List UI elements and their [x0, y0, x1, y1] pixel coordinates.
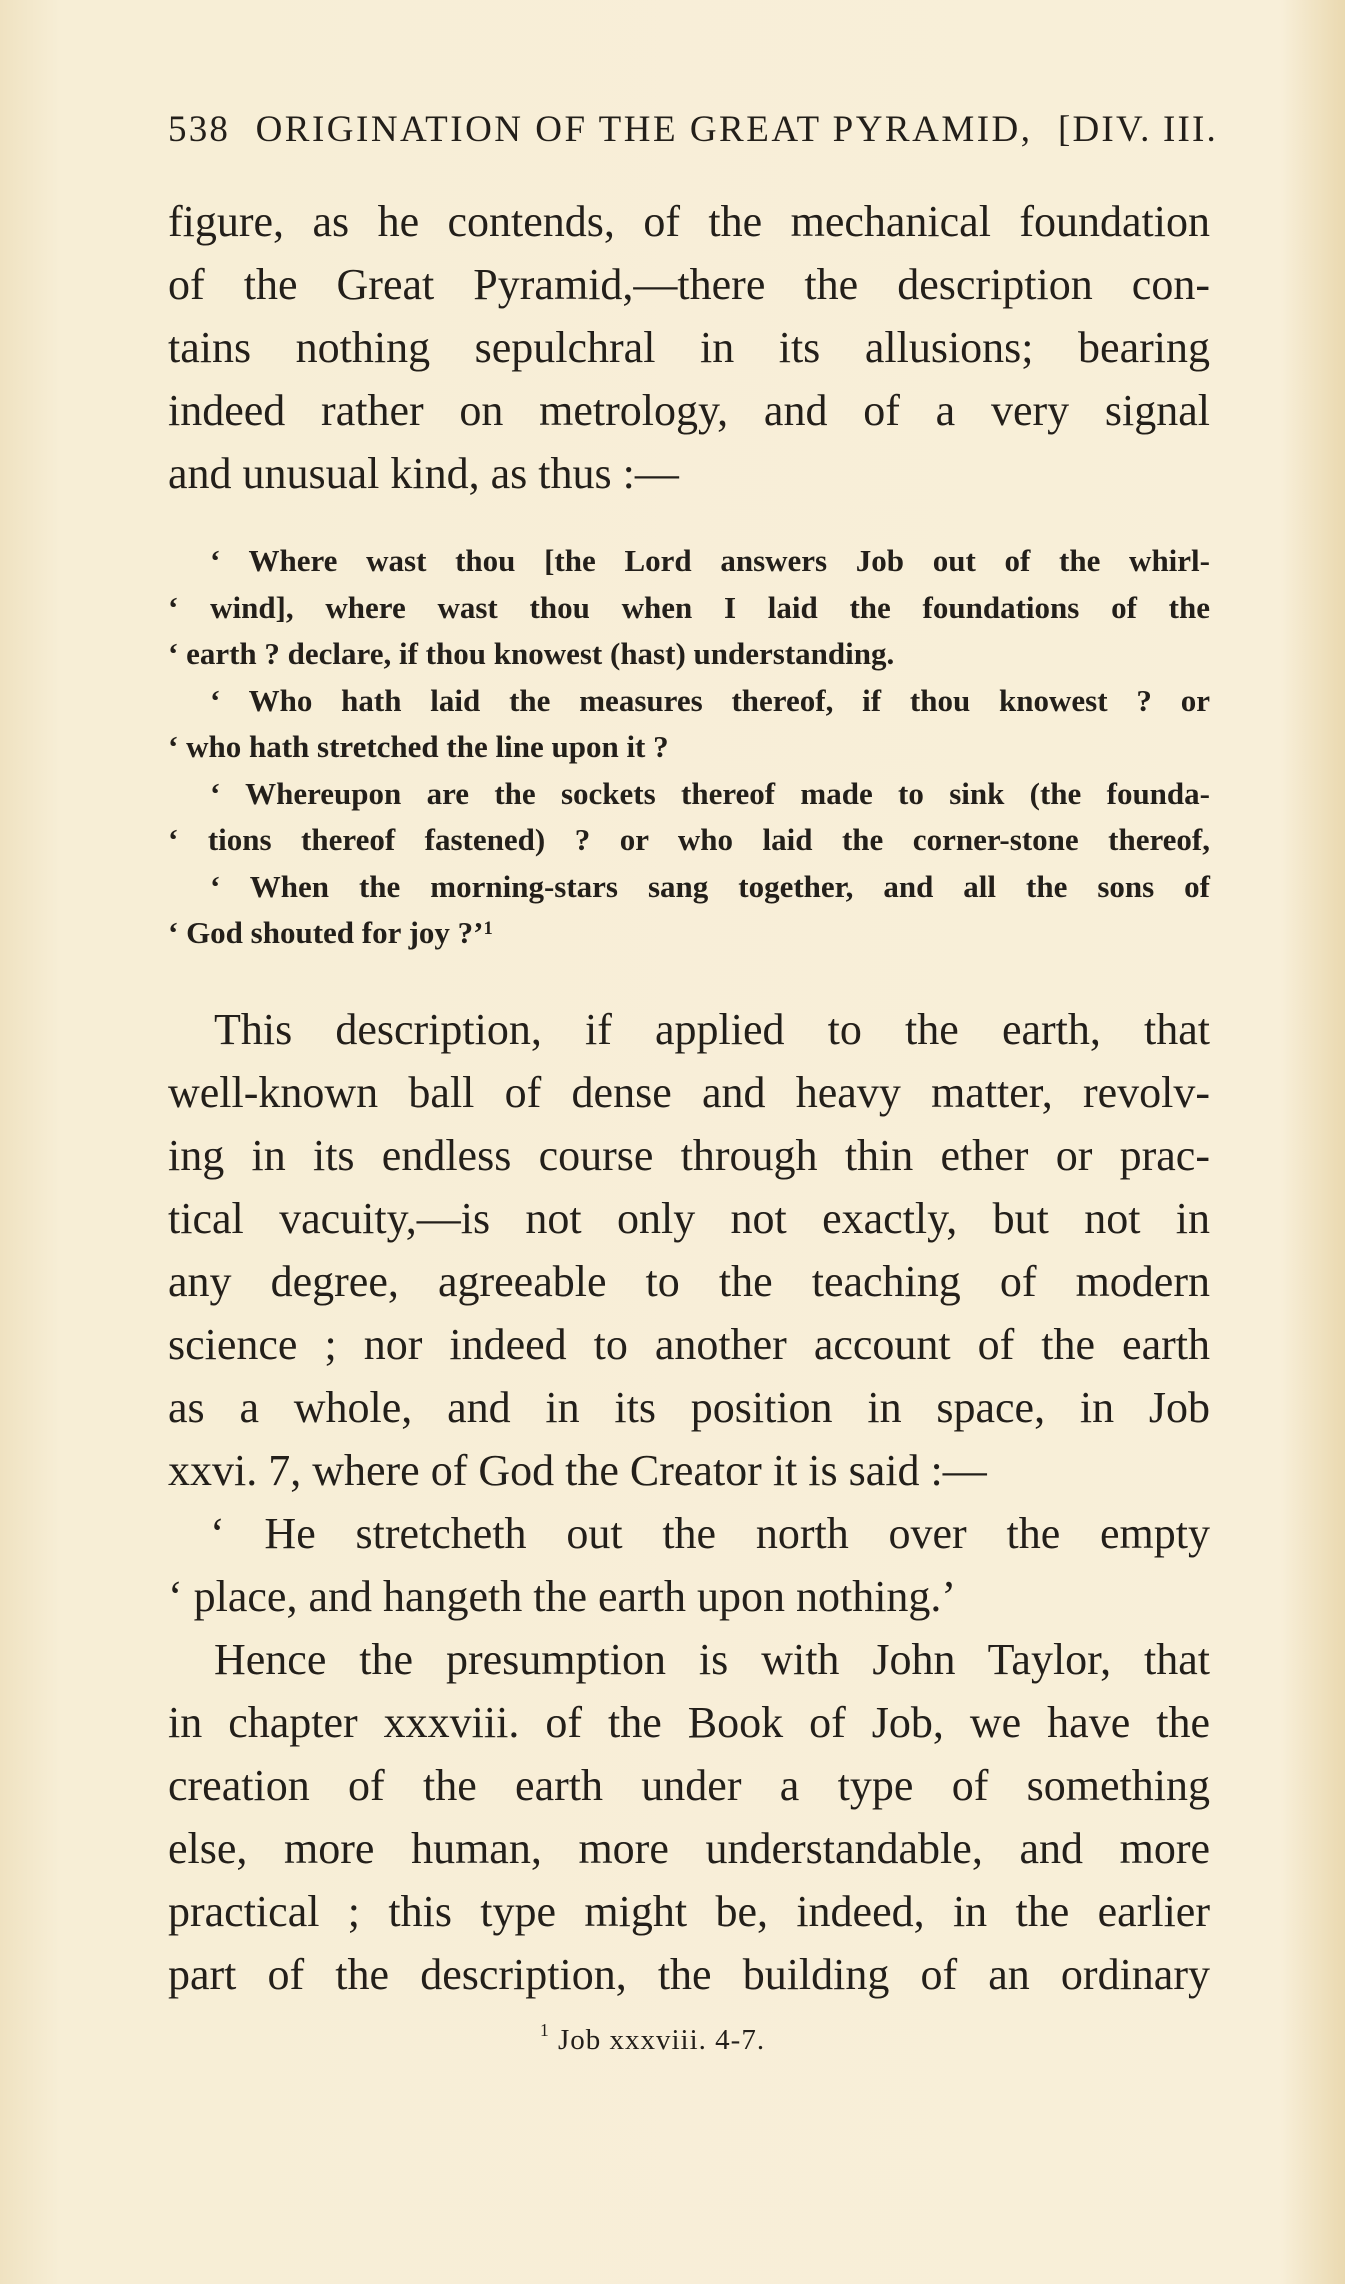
quote-line: ‘ who hath stretched the line upon it ?: [168, 729, 669, 764]
text-line: any degree, agreeable to the teaching of modern: [168, 1257, 1210, 1306]
text-line: as a whole, and in its position in space, in Job: [168, 1383, 1210, 1432]
text-line: else, more human, more understandable, and more: [168, 1824, 1210, 1873]
text-line: figure, as he contends, of the mechanical foundation: [168, 197, 1210, 246]
text-line: Hence the presumption is with John Taylor, that: [214, 1635, 1210, 1684]
text-line: science ; nor indeed to another account of the earth: [168, 1320, 1210, 1369]
quote-final-text: ‘ God shouted for joy ?’: [168, 915, 484, 950]
text-line: tains nothing sepulchral in its allusions; bearing: [168, 323, 1210, 372]
text-line: ing in its endless course through thin ether or prac-: [168, 1131, 1210, 1180]
text-line: part of the description, the building of an ordinary: [168, 1950, 1210, 1999]
text-line: xxvi. 7, where of God the Creator it is said :—: [168, 1446, 987, 1495]
paragraph-2: [168, 998, 1210, 1502]
quote-line: ‘ Where wast thou [the Lord answers Job out of the whirl-: [210, 543, 1210, 578]
footnote: [540, 2020, 766, 2057]
text-line: of the Great Pyramid,—there the description con-: [168, 260, 1210, 309]
text-line: and unusual kind, as thus :—: [168, 449, 679, 498]
quote-line-final: [168, 910, 1210, 957]
text-line: practical ; this type might be, indeed, in the earlier: [168, 1887, 1210, 1936]
quote-line: ‘ wind], where wast thou when I laid the foundations of the: [168, 589, 1210, 625]
quote-line: ‘ earth ? declare, if thou knowest (hast) understanding.: [168, 636, 895, 671]
text-line: indeed rather on metrology, and of a very signal: [168, 386, 1210, 435]
running-header: [168, 108, 1218, 151]
footnote-reference: 1: [483, 918, 493, 939]
paragraph-1: [168, 190, 1210, 505]
text-line: ‘ place, and hangeth the earth upon nothing.’: [168, 1572, 957, 1621]
page-number: 538: [168, 109, 231, 150]
text-line: well-known ball of dense and heavy matter, revolv-: [168, 1068, 1210, 1117]
text-line: in chapter xxxviii. of the Book of Job, we have the: [168, 1698, 1210, 1747]
text-line: This description, if applied to the earth, that: [214, 1005, 1210, 1054]
footnote-marker: 1: [540, 2020, 550, 2040]
division-label: [DIV. III.: [1057, 109, 1219, 150]
text-line: creation of the earth under a type of something: [168, 1761, 1210, 1810]
text-line: tical vacuity,—is not only not exactly, but not in: [168, 1194, 1210, 1243]
block-quote-job: [168, 538, 1210, 957]
paragraph-3: [168, 1628, 1210, 2006]
quote-line: ‘ When the morning-stars sang together, and all the sons of: [210, 868, 1210, 904]
quote-2: [168, 1502, 1210, 1628]
running-title: ORIGINATION OF THE GREAT PYRAMID,: [255, 109, 1033, 150]
quote-line: ‘ Whereupon are the sockets thereof made to sink (the founda-: [210, 775, 1210, 811]
footnote-text: Job xxxviii. 4-7.: [557, 2024, 766, 2056]
quote-line: ‘ tions thereof fastened) ? or who laid the corner-stone thereof,: [168, 822, 1210, 857]
quote-line: ‘ Who hath laid the measures thereof, if thou knowest ? or: [210, 682, 1210, 718]
text-line: ‘ He stretcheth out the north over the empty: [210, 1509, 1210, 1558]
